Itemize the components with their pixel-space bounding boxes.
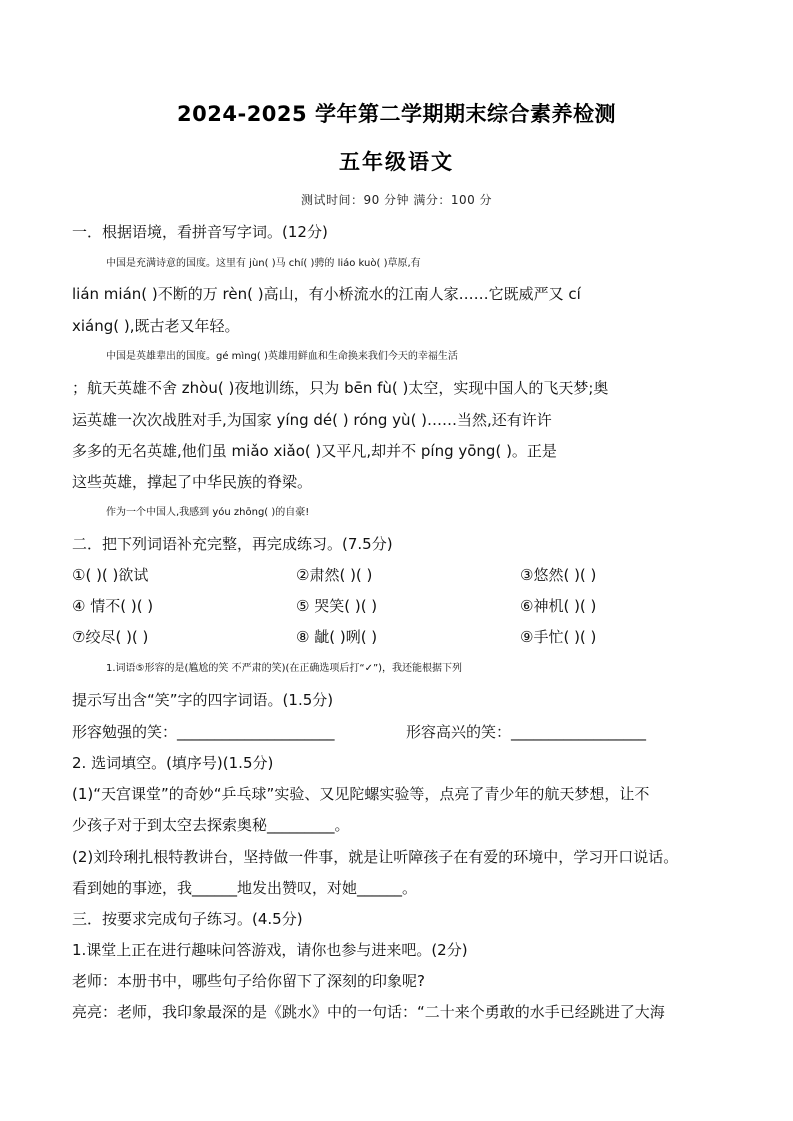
word-item: ⑥神机( )( ) bbox=[520, 597, 597, 615]
question-text: (1)“天宫课堂”的奇妙“乒乓球”实验、又见陀螺实验等，点亮了青少年的航天梦想，让不 bbox=[72, 785, 650, 803]
question-text: (2)刘玲琍扎根特教讲台，坚持做一件事，就是让听障孩子在有爱的环境中，学习开口说话。 bbox=[72, 848, 679, 866]
section1-line: 中国是充满诗意的国度。这里有 jùn( )马 chí( )骋的 liáo kuò( )草原,有 bbox=[106, 258, 421, 269]
word-item: ②肃然( )( ) bbox=[296, 566, 373, 584]
word-item: ①( )( )欲试 bbox=[72, 566, 149, 584]
section3-heading: 三．按要求完成句子练习。(4.5分) bbox=[72, 910, 303, 928]
word-item: ⑨手忙( )( ) bbox=[520, 628, 597, 646]
section1-line: 作为一个中国人,我感到 yóu zhōng( )的自豪! bbox=[106, 507, 310, 518]
section1-line: ；航天英雄不舍 zhòu( )夜地训练，只为 bēn fù( )太空，实现中国人的飞天梦;奥 bbox=[72, 379, 609, 397]
section1-line: 多多的无名英雄,他们虽 miǎo xiǎo( )又平凡,却并不 píng yōng( )。正是 bbox=[72, 442, 557, 460]
section1-line: xiáng( ),既古老又年轻。 bbox=[72, 317, 240, 335]
answer-blank-line: 形容勉强的笑：_____________________ bbox=[72, 723, 335, 741]
question-text: 少孩子对于到太空去探索奥秘_________。 bbox=[72, 816, 350, 834]
question-text: 1.词语⑤形容的是(尴尬的笑 不严肃的笑)(在正确选项后打“✓”)，我还能根据下列 bbox=[106, 663, 463, 674]
section2-heading: 二．把下列词语补充完整，再完成练习。(7.5分) bbox=[72, 535, 393, 553]
word-item: ⑧ 龇( )咧( ) bbox=[296, 628, 378, 646]
exam-title: 2024-2025 学年第二学期期末综合素养检测 bbox=[177, 102, 616, 126]
word-item: ④ 情不( )( ) bbox=[72, 597, 154, 615]
section1-heading: 一．根据语境，看拼音写字词。(12分) bbox=[72, 223, 328, 241]
section1-line: lián mián( )不断的万 rèn( )高山，有小桥流水的江南人家……它既威严又 cí bbox=[72, 285, 581, 303]
section1-line: 这些英雄，撑起了中华民族的脊梁。 bbox=[72, 473, 313, 491]
question-text: 1.课堂上正在进行趣味问答游戏，请你也参与进来吧。(2分) bbox=[72, 941, 468, 959]
exam-subtitle: 五年级语文 bbox=[339, 150, 454, 174]
question-text: 提示写出含“笑”字的四字词语。(1.5分) bbox=[72, 691, 334, 709]
answer-blank-line: 形容高兴的笑：__________________ bbox=[406, 723, 647, 741]
question-text: 看到她的事迹，我______地发出赞叹，对她______。 bbox=[72, 879, 418, 897]
exam-meta: 测试时间：90 分钟 满分：100 分 bbox=[300, 193, 493, 207]
section1-line: 中国是英雄辈出的国度。gé mìng( )英雄用鲜血和生命换来我们今天的幸福生活 bbox=[106, 351, 458, 362]
word-item: ⑦绞尽( )( ) bbox=[72, 628, 149, 646]
section1-line: 运英雄一次次战胜对手,为国家 yíng dé( ) róng yù( )……当然,还有许许 bbox=[72, 411, 552, 429]
word-item: ③悠然( )( ) bbox=[520, 566, 597, 584]
word-item: ⑤ 哭笑( )( ) bbox=[296, 597, 378, 615]
question-heading: 2. 选词填空。(填序号)(1.5分) bbox=[72, 754, 274, 772]
question-text: 亮亮：老师，我印象最深的是《跳水》中的一句话：“二十来个勇敢的水手已经跳进了大海 bbox=[72, 1003, 665, 1021]
question-text: 老师：本册书中，哪些句子给你留下了深刻的印象呢? bbox=[72, 972, 425, 990]
